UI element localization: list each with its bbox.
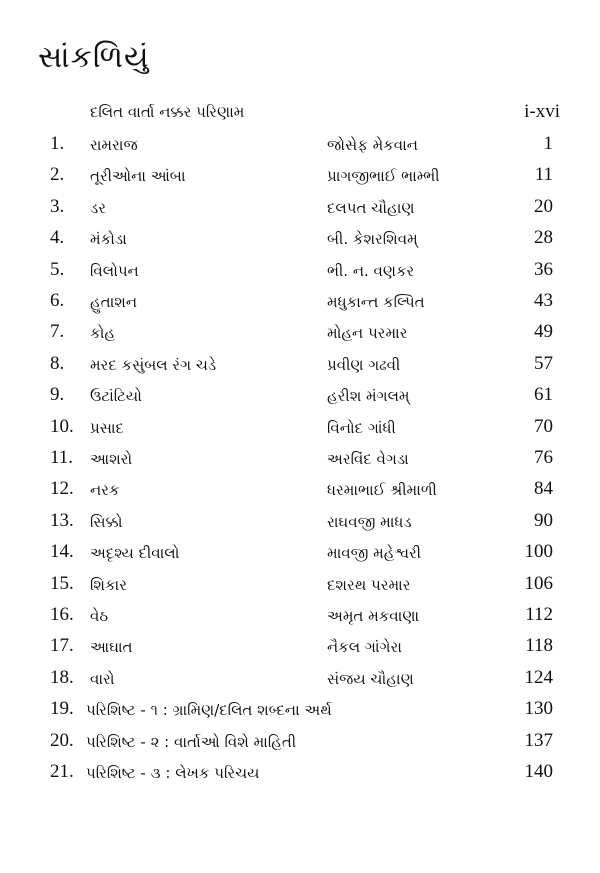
entry-title: રામરાજ (90, 136, 138, 154)
entry-author: બી. કેશરશિવમ્ (327, 230, 418, 248)
toc-entry (0, 384, 600, 414)
entry-page-number: 20 (534, 196, 553, 217)
entry-page-number: 106 (524, 573, 553, 594)
entry-number: 13. (50, 510, 74, 531)
entry-number: 20. (50, 730, 74, 751)
entry-number: 12. (50, 478, 74, 499)
entry-page-number: 28 (534, 227, 553, 248)
entry-number: 1. (50, 133, 65, 154)
toc-entry (0, 447, 600, 477)
entry-author: સંજય ચૌહાણ (327, 670, 414, 688)
intro-pages: i-xvi (524, 101, 560, 122)
entry-title: નરક (90, 481, 120, 499)
entry-author: ભી. ન. વણકર (327, 262, 415, 280)
entry-page-number: 124 (524, 667, 553, 688)
entry-author: હરીશ મંગલમ્ (327, 387, 410, 405)
toc-entry (0, 259, 600, 289)
entry-page-number: 137 (524, 730, 553, 751)
entry-author: માવજી મહેશ્વરી (327, 544, 422, 562)
entry-page-number: 100 (524, 541, 553, 562)
entry-page-number: 36 (534, 259, 553, 280)
entry-author: નૈકલ ગાંગેરા (327, 638, 402, 656)
entry-number: 6. (50, 290, 65, 311)
entry-number: 10. (50, 416, 74, 437)
toc-entry (0, 196, 600, 226)
intro-entry (90, 103, 560, 127)
entry-number: 19. (50, 698, 74, 719)
entry-author: જોસેફ મેકવાન (327, 136, 418, 154)
entry-title: કોહ (90, 324, 116, 342)
entry-title: પ્રસાદ (90, 419, 124, 437)
toc-entry (0, 541, 600, 571)
entry-number: 11. (50, 447, 74, 468)
entry-author: પ્રવીણ ગઢવી (327, 356, 401, 374)
entry-author: મધુકાન્ત કલ્પિત (327, 293, 425, 311)
entry-title: વિલોપન (90, 262, 139, 280)
toc-entry (0, 635, 600, 665)
entry-page-number: 1 (543, 133, 553, 154)
entry-title: સિક્કો (90, 513, 123, 531)
entry-number: 14. (50, 541, 74, 562)
entry-number: 18. (50, 667, 74, 688)
entry-page-number: 61 (534, 384, 553, 405)
toc-entry (0, 164, 600, 194)
entry-page-number: 76 (534, 447, 553, 468)
toc-entry (0, 761, 600, 791)
toc-entry (0, 227, 600, 257)
entry-title: ઉટાંટિયો (90, 387, 142, 405)
entry-title: શિકાર (90, 576, 127, 594)
toc-entry (0, 604, 600, 634)
entry-number: 21. (50, 761, 74, 782)
entry-page-number: 84 (534, 478, 553, 499)
toc-entry (0, 353, 600, 383)
entry-author: રાઘવજી માધડ (327, 513, 412, 531)
entry-author: વિનોદ ગાંધી (327, 419, 396, 437)
entry-title: પરિશિષ્ટ - ૩ : લેખક પરિચય (86, 764, 260, 782)
entry-page-number: 70 (534, 416, 553, 437)
entry-author: અરવિંદ વેગડા (327, 450, 409, 468)
toc-entry (0, 573, 600, 603)
entry-number: 2. (50, 164, 65, 185)
entry-title: અદૃશ્ય દીવાલો (90, 544, 180, 562)
entry-title: હુતાશન (90, 293, 138, 311)
entry-title: ડર (90, 199, 106, 217)
entry-author: અમૃત મકવાણા (327, 607, 420, 625)
toc-entry (0, 321, 600, 351)
toc-entry (0, 416, 600, 446)
entry-number: 16. (50, 604, 74, 625)
entry-page-number: 43 (534, 290, 553, 311)
entry-page-number: 49 (534, 321, 553, 342)
toc-entry (0, 667, 600, 697)
entry-number: 7. (50, 321, 65, 342)
entry-title: પરિશિષ્ટ - ૧ : ગ્રામિણ/દલિત શબ્દના અર્થ (86, 701, 332, 719)
toc-entry (0, 290, 600, 320)
entry-author: ધરમાભાઈ શ્રીમાળી (327, 481, 437, 499)
entry-author: દલપત ચૌહાણ (327, 199, 415, 217)
entry-title: આશરો (90, 450, 133, 468)
toc-entry (0, 698, 600, 728)
entry-page-number: 118 (525, 635, 553, 656)
entry-author: દશરથ પરમાર (327, 576, 411, 594)
entry-number: 9. (50, 384, 65, 405)
entry-number: 3. (50, 196, 65, 217)
page-title: સાંકળિયું (38, 40, 150, 75)
entry-number: 5. (50, 259, 65, 280)
entry-page-number: 140 (524, 761, 553, 782)
entry-number: 15. (50, 573, 74, 594)
entry-number: 17. (50, 635, 74, 656)
entry-number: 4. (50, 227, 65, 248)
entry-page-number: 112 (525, 604, 553, 625)
entry-page-number: 11 (534, 164, 553, 185)
entry-number: 8. (50, 353, 65, 374)
entry-title: આઘાત (90, 638, 133, 656)
entry-page-number: 130 (524, 698, 553, 719)
entry-page-number: 57 (534, 353, 553, 374)
entry-title: તૂરીઓના આંબા (90, 167, 186, 185)
entry-title: મરદ કસુંબલ રંગ ચડે (90, 356, 217, 374)
toc-entry (0, 730, 600, 760)
toc-entry (0, 510, 600, 540)
entry-title: વેઠ (90, 607, 109, 625)
toc-entry (0, 133, 600, 163)
entry-author: મોહન પરમાર (327, 324, 408, 342)
entry-title: પરિશિષ્ટ - ૨ : વાર્તાઓ વિશે માહિતી (86, 733, 297, 751)
entry-title: મંકોડા (90, 230, 127, 248)
entry-author: પ્રાગજીભાઈ ભામ્ભી (327, 167, 440, 185)
entry-title: વારો (90, 670, 115, 688)
toc-entry (0, 478, 600, 508)
intro-title: દલિત વાર્તા નક્કર પરિણામ (90, 103, 245, 121)
entry-page-number: 90 (534, 510, 553, 531)
